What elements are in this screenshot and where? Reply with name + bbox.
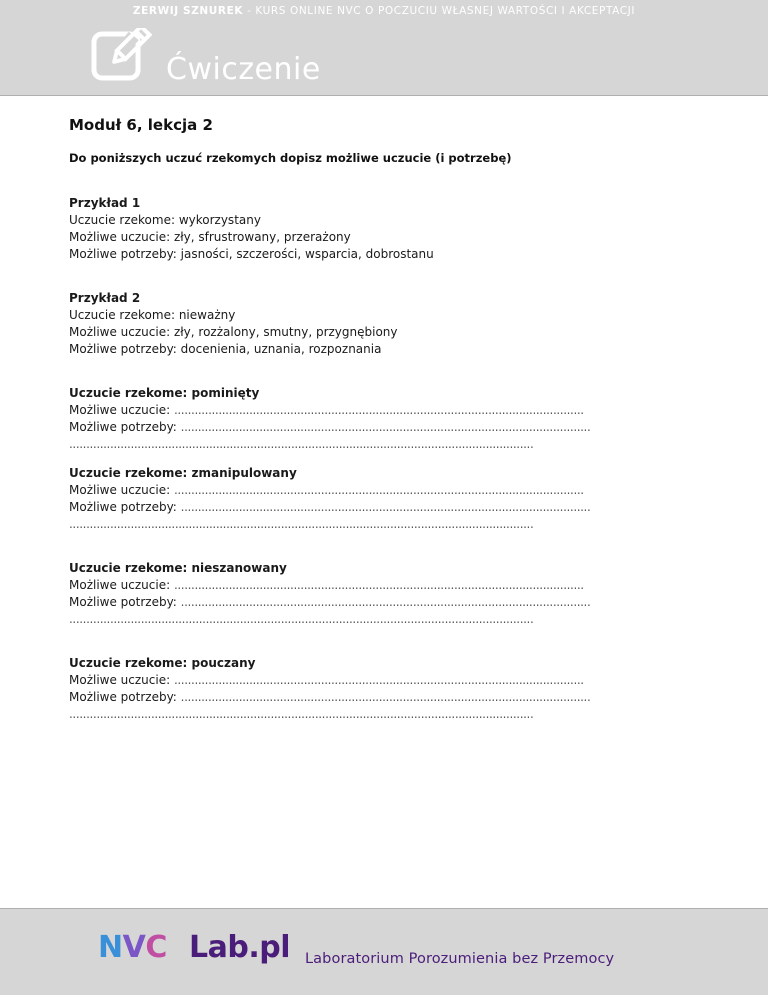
- course-tagline: [0, 5, 768, 17]
- tagline-description: - KURS ONLINE NVC O POCZUCIU WŁASNEJ WARTOŚCI I AKCEPTACJI: [243, 5, 636, 17]
- example-needs: Możliwe potrzeby: jasności, szczerości, wsparcia, dobrostanu: [69, 247, 434, 261]
- lesson-title: Moduł 6, lekcja 2: [69, 116, 213, 134]
- needs-label: Możliwe potrzeby:: [69, 690, 181, 704]
- needs-label: Możliwe potrzeby:: [69, 595, 181, 609]
- tagline-course-name: ZERWIJ SZNUREK: [132, 5, 244, 17]
- example-block: [69, 290, 629, 358]
- feelings-label: Możliwe uczucie:: [69, 483, 174, 497]
- feelings-answer-line[interactable]: [69, 402, 629, 419]
- exercise-block: [69, 655, 629, 723]
- needs-answer-line[interactable]: [69, 689, 629, 706]
- exercise-title: Uczucie rzekome: pouczany: [69, 656, 256, 670]
- footer-subtitle: Laboratorium Porozumienia bez Przemocy: [305, 951, 615, 967]
- exercise-block: [69, 560, 629, 628]
- fill-dots: ........................................................................................................................................: [69, 517, 534, 531]
- page-title: Ćwiczenie: [166, 52, 321, 87]
- exercise-instruction: Do poniższych uczuć rzekomych dopisz możliwe uczucie (i potrzebę): [69, 151, 512, 165]
- feelings-answer-line[interactable]: [69, 672, 629, 689]
- example-pseudo-feeling: Uczucie rzekome: wykorzystany: [69, 213, 261, 227]
- fill-dots: ........................................................................................................................: [173, 403, 584, 417]
- fill-dots: ........................................................................................................................................: [69, 707, 534, 721]
- fill-dots: ........................................................................................................................................: [69, 437, 534, 451]
- fill-dots: ........................................................................................................................: [180, 690, 591, 704]
- example-title: Przykład 2: [69, 291, 141, 305]
- fill-dots: ........................................................................................................................: [180, 420, 591, 434]
- page-header: [0, 0, 768, 96]
- fill-dots: ........................................................................................................................: [173, 578, 584, 592]
- extra-answer-line[interactable]: [69, 436, 629, 453]
- nvc-logo: [98, 930, 167, 965]
- needs-answer-line[interactable]: [69, 499, 629, 516]
- exercise-block: [69, 385, 629, 453]
- exercise-title: Uczucie rzekome: nieszanowany: [69, 561, 287, 575]
- example-needs: Możliwe potrzeby: docenienia, uznania, rozpoznania: [69, 342, 382, 356]
- fill-dots: ........................................................................................................................: [180, 595, 591, 609]
- feelings-answer-line[interactable]: [69, 577, 629, 594]
- feelings-label: Możliwe uczucie:: [69, 578, 174, 592]
- needs-answer-line[interactable]: [69, 594, 629, 611]
- example-block: [69, 195, 629, 263]
- fill-dots: ........................................................................................................................: [173, 483, 584, 497]
- exercise-block: [69, 465, 629, 533]
- fill-dots: ........................................................................................................................: [180, 500, 591, 514]
- example-title: Przykład 1: [69, 196, 141, 210]
- edit-icon: [90, 28, 160, 86]
- exercise-title: Uczucie rzekome: zmanipulowany: [69, 466, 297, 480]
- logo-letter-c: C: [145, 930, 167, 965]
- lab-logo-text: Lab.pl: [189, 930, 290, 965]
- extra-answer-line[interactable]: [69, 611, 629, 628]
- example-feelings: Możliwe uczucie: zły, sfrustrowany, przerażony: [69, 230, 351, 244]
- logo-letter-n: N: [98, 930, 123, 965]
- example-feelings: Możliwe uczucie: zły, rozżalony, smutny, przygnębiony: [69, 325, 398, 339]
- needs-answer-line[interactable]: [69, 419, 629, 436]
- needs-label: Możliwe potrzeby:: [69, 420, 181, 434]
- example-pseudo-feeling: Uczucie rzekome: nieważny: [69, 308, 236, 322]
- feelings-answer-line[interactable]: [69, 482, 629, 499]
- extra-answer-line[interactable]: [69, 516, 629, 533]
- feelings-label: Możliwe uczucie:: [69, 403, 174, 417]
- exercise-title: Uczucie rzekome: pominięty: [69, 386, 260, 400]
- needs-label: Możliwe potrzeby:: [69, 500, 181, 514]
- extra-answer-line[interactable]: [69, 706, 629, 723]
- fill-dots: ........................................................................................................................................: [69, 612, 534, 626]
- logo-letter-v: V: [122, 930, 146, 965]
- fill-dots: ........................................................................................................................: [173, 673, 584, 687]
- feelings-label: Możliwe uczucie:: [69, 673, 174, 687]
